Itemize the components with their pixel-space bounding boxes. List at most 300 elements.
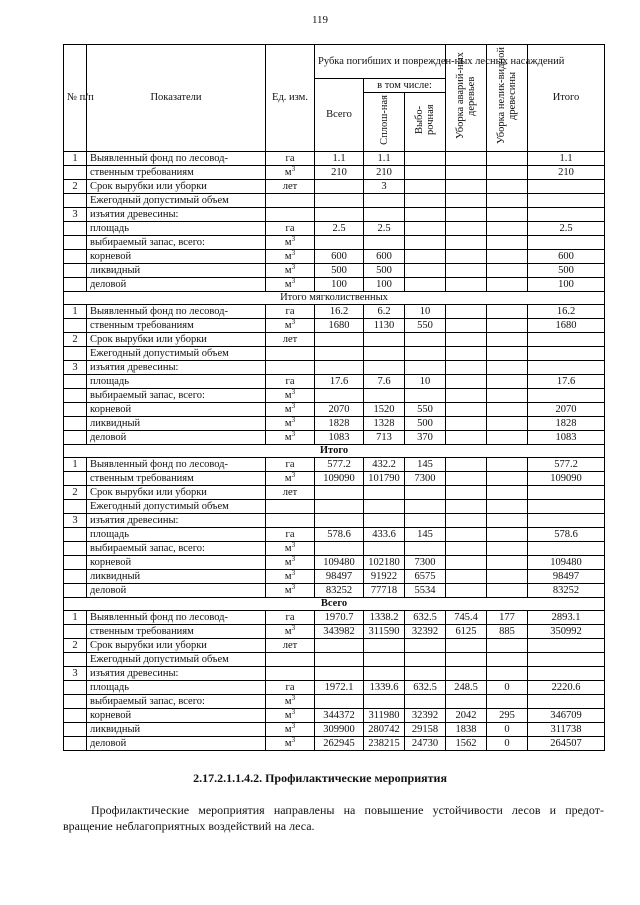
row-label: деловой: [87, 278, 266, 292]
value-total: 343982: [315, 625, 364, 639]
unit-text: га: [285, 528, 295, 540]
value-emergency: 6125: [446, 625, 487, 639]
value-emergency: [446, 653, 487, 667]
value-grand-total: 311738: [528, 723, 605, 737]
row-number: 2: [64, 180, 87, 194]
value-grand-total: 577.2: [528, 458, 605, 472]
row-number: [64, 319, 87, 333]
value-grand-total: [528, 347, 605, 361]
value-unwanted: [487, 472, 528, 486]
value-unwanted: [487, 486, 528, 500]
table-row: [64, 528, 605, 542]
header-grand-total: Итого: [528, 45, 605, 152]
value-total: [315, 208, 364, 222]
value-emergency: [446, 347, 487, 361]
row-unit: [266, 695, 315, 709]
row-unit: [266, 278, 315, 292]
value-solid: [364, 653, 405, 667]
row-unit: [266, 542, 315, 556]
row-unit: [266, 500, 315, 514]
value-grand-total: 500: [528, 264, 605, 278]
unit-text: м: [284, 250, 292, 262]
value-grand-total: [528, 653, 605, 667]
row-unit: [266, 709, 315, 723]
row-number: [64, 500, 87, 514]
table-row: [64, 375, 605, 389]
unit-superscript: 3: [291, 387, 296, 396]
value-solid: 311590: [364, 625, 405, 639]
value-solid: 102180: [364, 556, 405, 570]
value-emergency: 1562: [446, 737, 487, 751]
value-emergency: [446, 319, 487, 333]
row-label: Выявленный фонд по лесовод-: [87, 305, 266, 319]
row-label: ликвидный: [87, 417, 266, 431]
row-label: корневой: [87, 709, 266, 723]
header-total-sub: Всего: [315, 79, 364, 152]
value-unwanted: 295: [487, 709, 528, 723]
unit-superscript: 3: [291, 248, 296, 257]
unit-text: м: [284, 319, 292, 331]
row-label: корневой: [87, 250, 266, 264]
unit-superscript: 3: [291, 276, 296, 285]
row-unit: [266, 361, 315, 375]
value-grand-total: 109090: [528, 472, 605, 486]
table-row: [64, 709, 605, 723]
value-solid: 500: [364, 264, 405, 278]
row-number: [64, 625, 87, 639]
value-grand-total: 350992: [528, 625, 605, 639]
table-row: [64, 653, 605, 667]
value-emergency: [446, 458, 487, 472]
unit-superscript: 3: [291, 693, 296, 702]
row-unit: [266, 431, 315, 445]
unit-text: лет: [282, 639, 298, 651]
row-number: [64, 431, 87, 445]
unit-superscript: 3: [291, 582, 296, 591]
value-total: 500: [315, 264, 364, 278]
row-unit: [266, 389, 315, 403]
unit-superscript: 3: [291, 401, 296, 410]
value-selective: [405, 514, 446, 528]
table-row: [64, 584, 605, 598]
row-number: [64, 347, 87, 361]
value-selective: [405, 194, 446, 208]
row-unit: [266, 723, 315, 737]
value-selective: 550: [405, 319, 446, 333]
value-total: 2070: [315, 403, 364, 417]
value-unwanted: [487, 570, 528, 584]
forest-felling-table: [63, 44, 605, 751]
value-emergency: 745.4: [446, 611, 487, 625]
value-total: [315, 347, 364, 361]
table-row: [64, 236, 605, 250]
value-solid: 3: [364, 180, 405, 194]
value-total: [315, 333, 364, 347]
value-selective: [405, 542, 446, 556]
table-row: [64, 667, 605, 681]
value-emergency: [446, 695, 487, 709]
row-label: площадь: [87, 375, 266, 389]
row-number: [64, 570, 87, 584]
value-total: [315, 653, 364, 667]
table-row: [64, 403, 605, 417]
value-emergency: 1838: [446, 723, 487, 737]
table-row: [64, 542, 605, 556]
unit-text: га: [285, 681, 295, 693]
value-grand-total: [528, 389, 605, 403]
value-grand-total: [528, 500, 605, 514]
row-label: Ежегодный допустимый объем: [87, 347, 266, 361]
row-label: корневой: [87, 556, 266, 570]
value-emergency: [446, 333, 487, 347]
unit-superscript: 3: [291, 415, 296, 424]
body-paragraph: Профилактические мероприятия направлены на повышение устойчивости лесов и предот-вращение неблагоприятных воздействий на леса.: [63, 803, 604, 833]
unit-text: лет: [282, 180, 298, 192]
section-title: Всего: [64, 598, 605, 611]
row-unit: [266, 305, 315, 319]
value-selective: 32392: [405, 709, 446, 723]
row-unit: [266, 486, 315, 500]
value-unwanted: 0: [487, 737, 528, 751]
table-row: [64, 737, 605, 751]
row-unit: [266, 319, 315, 333]
unit-text: м: [284, 403, 292, 415]
value-selective: [405, 222, 446, 236]
value-solid: 91922: [364, 570, 405, 584]
section-title: Итого мягколиственных: [64, 292, 605, 305]
value-grand-total: 109480: [528, 556, 605, 570]
unit-superscript: 3: [291, 540, 296, 549]
value-solid: 600: [364, 250, 405, 264]
row-number: [64, 542, 87, 556]
section-row: [64, 598, 605, 611]
value-grand-total: 2220.6: [528, 681, 605, 695]
row-unit: [266, 208, 315, 222]
row-number: 3: [64, 208, 87, 222]
row-label: ликвидный: [87, 570, 266, 584]
value-total: [315, 667, 364, 681]
value-grand-total: [528, 639, 605, 653]
unit-text: м: [284, 236, 292, 248]
unit-superscript: 3: [291, 707, 296, 716]
value-emergency: [446, 208, 487, 222]
row-number: 1: [64, 152, 87, 166]
table-row: [64, 458, 605, 472]
value-total: 1083: [315, 431, 364, 445]
value-selective: [405, 236, 446, 250]
value-grand-total: [528, 486, 605, 500]
value-emergency: [446, 570, 487, 584]
row-number: [64, 264, 87, 278]
value-grand-total: 17.6: [528, 375, 605, 389]
value-unwanted: [487, 250, 528, 264]
value-unwanted: [487, 208, 528, 222]
unit-text: м: [284, 709, 292, 721]
row-label: корневой: [87, 403, 266, 417]
page-number: 119: [311, 14, 329, 26]
value-solid: 1338.2: [364, 611, 405, 625]
value-total: 1972.1: [315, 681, 364, 695]
row-number: [64, 278, 87, 292]
value-unwanted: [487, 514, 528, 528]
row-number: [64, 375, 87, 389]
unit-text: м: [284, 472, 292, 484]
value-grand-total: [528, 514, 605, 528]
value-selective: 7300: [405, 472, 446, 486]
unit-text: м: [284, 695, 292, 707]
value-unwanted: 0: [487, 681, 528, 695]
value-emergency: [446, 278, 487, 292]
header-unwanted: Уборка нелик-видной древесины: [487, 45, 528, 152]
table-row: [64, 500, 605, 514]
value-selective: [405, 347, 446, 361]
row-number: 1: [64, 611, 87, 625]
unit-text: м: [284, 264, 292, 276]
row-label: ственным требованиям: [87, 625, 266, 639]
table-row: [64, 208, 605, 222]
value-grand-total: 100: [528, 278, 605, 292]
value-unwanted: [487, 347, 528, 361]
row-unit: [266, 472, 315, 486]
header-felling-group: Рубка погибших и поврежден-ных лесных насаждений: [315, 45, 446, 79]
value-unwanted: [487, 333, 528, 347]
row-number: [64, 403, 87, 417]
value-emergency: [446, 639, 487, 653]
value-unwanted: [487, 639, 528, 653]
value-solid: [364, 208, 405, 222]
value-total: 1680: [315, 319, 364, 333]
value-solid: 432.2: [364, 458, 405, 472]
table-row: [64, 250, 605, 264]
value-unwanted: [487, 278, 528, 292]
header-selective: Выбо-рочная: [405, 93, 446, 152]
section-subheading: 2.17.2.1.1.4.2. Профилактические мероприятия: [193, 771, 447, 785]
row-label: выбираемый запас, всего:: [87, 236, 266, 250]
table-row: [64, 222, 605, 236]
value-solid: 1520: [364, 403, 405, 417]
value-total: 262945: [315, 737, 364, 751]
value-solid: [364, 695, 405, 709]
value-unwanted: 177: [487, 611, 528, 625]
row-number: [64, 389, 87, 403]
value-total: 344372: [315, 709, 364, 723]
row-unit: [266, 584, 315, 598]
row-label: площадь: [87, 528, 266, 542]
row-number: [64, 250, 87, 264]
value-unwanted: [487, 375, 528, 389]
row-label: Срок вырубки или уборки: [87, 639, 266, 653]
value-selective: 632.5: [405, 681, 446, 695]
unit-text: м: [284, 556, 292, 568]
row-number: [64, 528, 87, 542]
unit-text: м: [284, 570, 292, 582]
value-total: 578.6: [315, 528, 364, 542]
value-solid: [364, 333, 405, 347]
value-unwanted: [487, 222, 528, 236]
row-number: [64, 472, 87, 486]
table-row: [64, 347, 605, 361]
value-total: [315, 180, 364, 194]
value-grand-total: 346709: [528, 709, 605, 723]
value-selective: 500: [405, 417, 446, 431]
value-selective: [405, 264, 446, 278]
row-unit: [266, 528, 315, 542]
value-solid: 77718: [364, 584, 405, 598]
row-unit: [266, 375, 315, 389]
unit-text: лет: [282, 486, 298, 498]
value-total: 600: [315, 250, 364, 264]
value-grand-total: 578.6: [528, 528, 605, 542]
value-emergency: [446, 236, 487, 250]
value-total: 17.6: [315, 375, 364, 389]
value-unwanted: [487, 695, 528, 709]
value-total: 83252: [315, 584, 364, 598]
value-emergency: [446, 194, 487, 208]
value-total: [315, 486, 364, 500]
value-unwanted: [487, 556, 528, 570]
row-unit: [266, 625, 315, 639]
unit-text: га: [285, 222, 295, 234]
unit-text: га: [285, 611, 295, 623]
value-selective: [405, 361, 446, 375]
value-unwanted: [487, 584, 528, 598]
value-emergency: [446, 375, 487, 389]
value-selective: [405, 208, 446, 222]
row-number: 1: [64, 458, 87, 472]
table-row: [64, 417, 605, 431]
value-selective: 145: [405, 528, 446, 542]
row-unit: [266, 639, 315, 653]
section-row: [64, 292, 605, 305]
table-row: [64, 152, 605, 166]
row-number: [64, 417, 87, 431]
header-num: № п/п: [64, 45, 87, 152]
table-row: [64, 333, 605, 347]
row-label: Ежегодный допустимый объем: [87, 653, 266, 667]
value-solid: [364, 347, 405, 361]
value-total: [315, 639, 364, 653]
value-grand-total: 2070: [528, 403, 605, 417]
value-grand-total: 1680: [528, 319, 605, 333]
unit-text: га: [285, 458, 295, 470]
unit-text: га: [285, 305, 295, 317]
unit-text: м: [284, 166, 292, 178]
row-label: площадь: [87, 681, 266, 695]
table-row: [64, 264, 605, 278]
row-label: Выявленный фонд по лесовод-: [87, 152, 266, 166]
row-unit: [266, 264, 315, 278]
row-label: Срок вырубки или уборки: [87, 486, 266, 500]
row-label: Ежегодный допустимый объем: [87, 194, 266, 208]
value-total: 1.1: [315, 152, 364, 166]
value-unwanted: [487, 417, 528, 431]
value-grand-total: 83252: [528, 584, 605, 598]
value-selective: [405, 180, 446, 194]
header-incl: в том числе:: [364, 79, 446, 93]
value-emergency: 2042: [446, 709, 487, 723]
value-grand-total: 600: [528, 250, 605, 264]
unit-text: м: [284, 737, 292, 749]
value-emergency: [446, 250, 487, 264]
row-number: 1: [64, 305, 87, 319]
row-number: [64, 584, 87, 598]
value-unwanted: [487, 528, 528, 542]
value-emergency: [446, 514, 487, 528]
value-selective: [405, 639, 446, 653]
unit-text: га: [285, 152, 295, 164]
unit-superscript: 3: [291, 554, 296, 563]
value-solid: [364, 639, 405, 653]
value-unwanted: [487, 361, 528, 375]
row-label: Ежегодный допустимый объем: [87, 500, 266, 514]
row-number: [64, 166, 87, 180]
value-selective: 370: [405, 431, 446, 445]
value-emergency: [446, 500, 487, 514]
value-total: 98497: [315, 570, 364, 584]
row-unit: [266, 194, 315, 208]
row-unit: [266, 417, 315, 431]
value-grand-total: [528, 361, 605, 375]
value-selective: 7300: [405, 556, 446, 570]
unit-text: м: [284, 278, 292, 290]
row-unit: [266, 681, 315, 695]
value-emergency: [446, 264, 487, 278]
value-selective: 145: [405, 458, 446, 472]
header-emergency: Уборка аварий-ных деревьев: [446, 45, 487, 152]
row-unit: [266, 180, 315, 194]
row-number: [64, 194, 87, 208]
row-number: 3: [64, 361, 87, 375]
value-unwanted: [487, 667, 528, 681]
unit-superscript: 3: [291, 429, 296, 438]
row-label: выбираемый запас, всего:: [87, 695, 266, 709]
unit-superscript: 3: [291, 623, 296, 632]
unit-superscript: 3: [291, 164, 296, 173]
row-label: изъятия древесины:: [87, 514, 266, 528]
unit-superscript: 3: [291, 262, 296, 271]
value-solid: 433.6: [364, 528, 405, 542]
unit-superscript: 3: [291, 470, 296, 479]
value-selective: [405, 500, 446, 514]
row-unit: [266, 347, 315, 361]
value-emergency: 248.5: [446, 681, 487, 695]
value-unwanted: [487, 180, 528, 194]
value-total: [315, 542, 364, 556]
row-unit: [266, 403, 315, 417]
value-grand-total: [528, 667, 605, 681]
unit-superscript: 3: [291, 735, 296, 744]
value-grand-total: [528, 333, 605, 347]
value-total: 100: [315, 278, 364, 292]
value-solid: [364, 500, 405, 514]
value-total: 577.2: [315, 458, 364, 472]
row-unit: [266, 653, 315, 667]
row-label: ликвидный: [87, 264, 266, 278]
header-solid: Сплош-ная: [364, 93, 405, 152]
table-row: [64, 472, 605, 486]
value-solid: [364, 667, 405, 681]
value-solid: 311980: [364, 709, 405, 723]
value-solid: 238215: [364, 737, 405, 751]
row-label: изъятия древесины:: [87, 667, 266, 681]
row-number: [64, 681, 87, 695]
row-number: [64, 695, 87, 709]
row-label: изъятия древесины:: [87, 208, 266, 222]
value-grand-total: 98497: [528, 570, 605, 584]
row-label: деловой: [87, 584, 266, 598]
value-total: 1970.7: [315, 611, 364, 625]
value-total: 16.2: [315, 305, 364, 319]
